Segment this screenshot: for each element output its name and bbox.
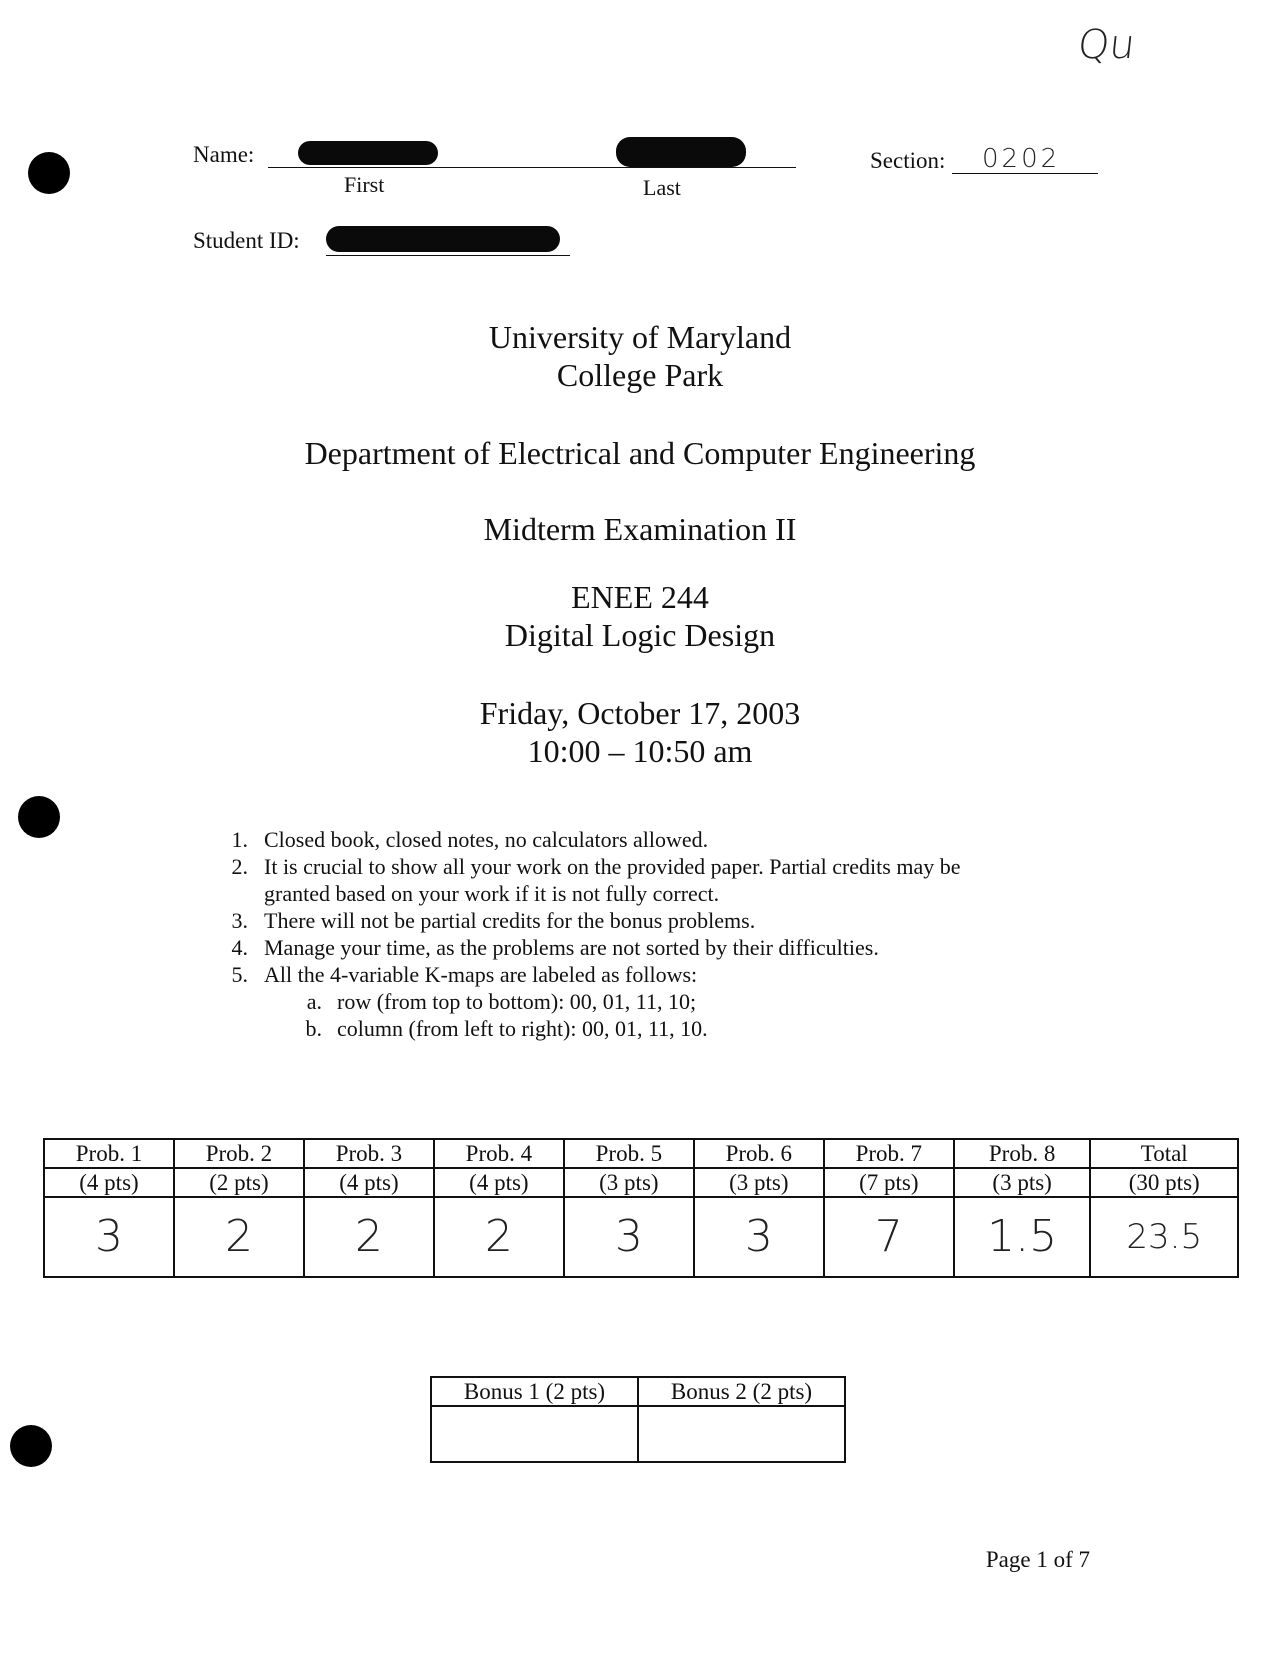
- instruction-item: [228, 853, 1128, 880]
- score-value-prob-5: 3: [564, 1197, 694, 1277]
- score-header-prob-2: Prob. 2: [174, 1139, 304, 1168]
- score-value-prob-7: 7: [824, 1197, 954, 1277]
- exam-date: Friday, October 17, 2003: [479, 695, 801, 731]
- bonus-table-header-row: [431, 1377, 845, 1406]
- page-number: Page 1 of 7: [985, 1547, 1090, 1572]
- bonus-value-2: [638, 1406, 845, 1462]
- score-points-prob-4: (4 pts): [434, 1168, 564, 1197]
- score-value-prob-2: 2: [174, 1197, 304, 1277]
- score-points-prob-2: (2 pts): [174, 1168, 304, 1197]
- section-value: 0202: [982, 144, 1061, 174]
- last-label: Last: [643, 175, 681, 200]
- student-id-underline: [326, 255, 570, 256]
- instruction-text: It is crucial to show all your work on the provided paper. Partial credits may be: [264, 854, 961, 879]
- score-points-prob-1: (4 pts): [44, 1168, 174, 1197]
- instruction-item-continued: [228, 880, 1128, 907]
- instruction-text: There will not be partial credits for the bonus problems.: [264, 908, 756, 933]
- instruction-text: Manage your time, as the problems are not sorted by their difficulties.: [264, 935, 879, 960]
- department-name: Department of Electrical and Computer Engineering: [304, 435, 976, 471]
- binder-hole-middle: [18, 796, 60, 838]
- instruction-sub-text: row (from top to bottom): 00, 01, 11, 10;: [337, 989, 697, 1014]
- score-table-header-row: [44, 1139, 1238, 1168]
- score-value-total: 23.5: [1090, 1197, 1238, 1277]
- instruction-item: [228, 961, 1128, 988]
- course-code: ENEE 244: [571, 579, 709, 615]
- instruction-item: [228, 934, 1128, 961]
- bonus-table: [430, 1376, 846, 1463]
- campus-name: College Park: [556, 357, 724, 393]
- name-underline: [268, 167, 796, 168]
- instruction-text: Closed book, closed notes, no calculators allowed.: [264, 827, 709, 852]
- section-label: Section:: [870, 148, 946, 173]
- instruction-sub-number: a.: [306, 989, 322, 1014]
- instruction-number: 3.: [231, 908, 248, 933]
- bonus-header-1: Bonus 1 (2 pts): [431, 1377, 638, 1406]
- score-header-total: Total: [1090, 1139, 1238, 1168]
- course-name: Digital Logic Design: [504, 617, 776, 653]
- binder-hole-top: [28, 152, 70, 194]
- score-value-prob-1: 3: [44, 1197, 174, 1277]
- student-id-label: Student ID:: [193, 228, 300, 253]
- score-value-prob-3: 2: [304, 1197, 434, 1277]
- exam-title: Midterm Examination II: [483, 511, 797, 547]
- score-header-prob-1: Prob. 1: [44, 1139, 174, 1168]
- instruction-number: 5.: [231, 962, 248, 987]
- instructions-list: [228, 826, 1128, 1042]
- university-name: University of Maryland: [488, 319, 792, 355]
- name-label: Name:: [193, 142, 255, 167]
- instruction-number: 1.: [231, 827, 248, 852]
- bonus-table-score-row: [431, 1406, 845, 1462]
- instruction-sub-text: column (from left to right): 00, 01, 11, 10.: [337, 1016, 708, 1041]
- instruction-sub-number: b.: [305, 1016, 322, 1041]
- score-points-prob-7: (7 pts): [824, 1168, 954, 1197]
- instruction-number: 4.: [231, 935, 248, 960]
- redacted-last-name: [616, 137, 746, 167]
- score-header-prob-3: Prob. 3: [304, 1139, 434, 1168]
- first-label: First: [344, 172, 385, 197]
- score-points-prob-5: (3 pts): [564, 1168, 694, 1197]
- score-header-prob-7: Prob. 7: [824, 1139, 954, 1168]
- score-table-score-row: [44, 1197, 1238, 1277]
- score-points-prob-3: (4 pts): [304, 1168, 434, 1197]
- score-header-prob-6: Prob. 6: [694, 1139, 824, 1168]
- bonus-value-1: [431, 1406, 638, 1462]
- instruction-item: [228, 907, 1128, 934]
- instruction-sub-item: [228, 988, 1128, 1015]
- exam-time: 10:00 – 10:50 am: [527, 733, 753, 769]
- redacted-first-name: [298, 141, 438, 165]
- instruction-sub-item: [228, 1015, 1128, 1042]
- score-value-prob-8: 1.5: [954, 1197, 1091, 1277]
- score-table-points-row: [44, 1168, 1238, 1197]
- instruction-item: [228, 826, 1128, 853]
- binder-hole-bottom: [10, 1425, 52, 1467]
- bonus-header-2: Bonus 2 (2 pts): [638, 1377, 845, 1406]
- score-points-total: (30 pts): [1090, 1168, 1238, 1197]
- score-points-prob-8: (3 pts): [954, 1168, 1091, 1197]
- score-header-prob-5: Prob. 5: [564, 1139, 694, 1168]
- instruction-number: 2.: [231, 854, 248, 879]
- score-points-prob-6: (3 pts): [694, 1168, 824, 1197]
- score-table: [43, 1138, 1239, 1278]
- score-value-prob-6: 3: [694, 1197, 824, 1277]
- instruction-text: All the 4-variable K-maps are labeled as follows:: [264, 962, 698, 987]
- score-header-prob-8: Prob. 8: [954, 1139, 1091, 1168]
- instruction-text-continued: granted based on your work if it is not fully correct.: [264, 881, 720, 906]
- redacted-student-id: [326, 226, 560, 252]
- corner-initials: Qu: [1075, 22, 1138, 68]
- score-header-prob-4: Prob. 4: [434, 1139, 564, 1168]
- score-value-prob-4: 2: [434, 1197, 564, 1277]
